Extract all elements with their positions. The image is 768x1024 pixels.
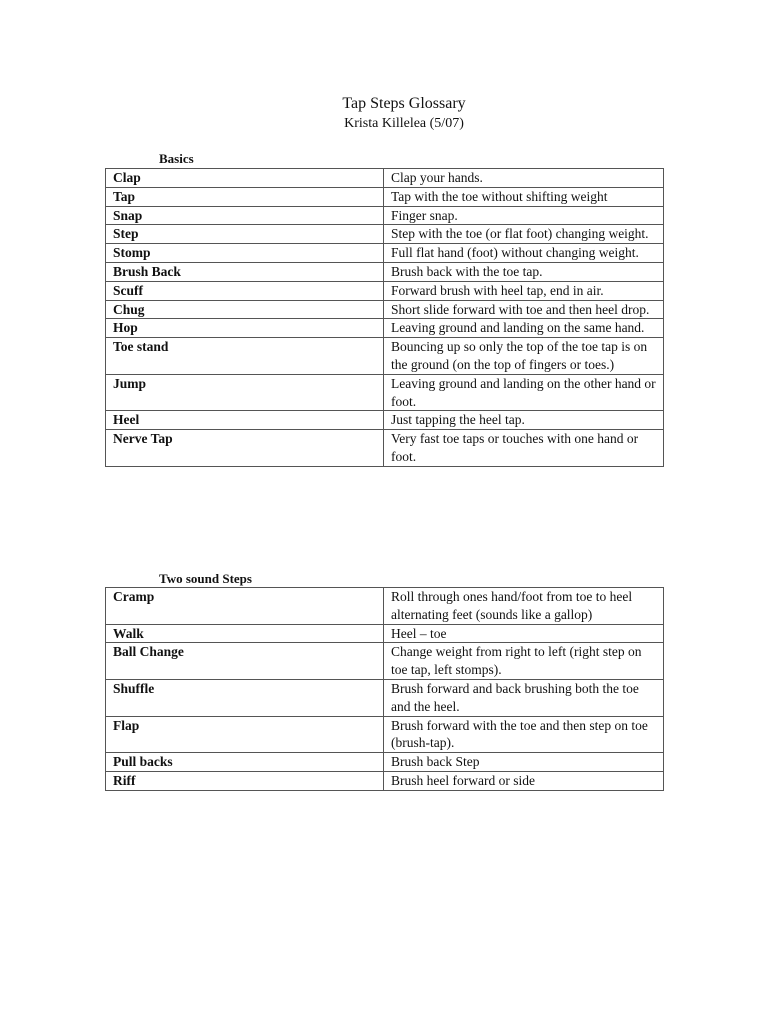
term-cell: Pull backs (106, 753, 384, 772)
table-row (106, 771, 664, 790)
term-cell: Flap (106, 716, 384, 753)
table-row (106, 588, 664, 625)
definition-cell: Brush forward with the toe and then step on toe (brush-tap). (384, 716, 664, 753)
table-row (106, 430, 664, 467)
table-row (106, 624, 664, 643)
table-row (106, 244, 664, 263)
table-row (106, 716, 664, 753)
term-cell: Stomp (106, 244, 384, 263)
term-cell: Clap (106, 169, 384, 188)
definition-cell: Full flat hand (foot) without changing weight. (384, 244, 664, 263)
definition-cell: Leaving ground and landing on the same hand. (384, 319, 664, 338)
term-cell: Nerve Tap (106, 430, 384, 467)
definition-cell: Leaving ground and landing on the other hand or foot. (384, 374, 664, 411)
table-row (106, 753, 664, 772)
section-label-two-sound-steps: Two sound Steps (159, 571, 252, 586)
table-row (106, 262, 664, 281)
table-row (106, 411, 664, 430)
definition-cell: Brush heel forward or side (384, 771, 664, 790)
definition-cell: Very fast toe taps or touches with one hand or foot. (384, 430, 664, 467)
two-sound-steps-glossary-table (105, 587, 664, 791)
term-cell: Ball Change (106, 643, 384, 680)
term-cell: Toe stand (106, 338, 384, 375)
definition-cell: Brush back with the toe tap. (384, 262, 664, 281)
definition-cell: Clap your hands. (384, 169, 664, 188)
table-row (106, 206, 664, 225)
table-row (106, 187, 664, 206)
table-row (106, 300, 664, 319)
section-label-basics: Basics (159, 151, 194, 166)
term-cell: Hop (106, 319, 384, 338)
table-row (106, 169, 664, 188)
term-cell: Jump (106, 374, 384, 411)
definition-cell: Heel – toe (384, 624, 664, 643)
definition-cell: Bouncing up so only the top of the toe tap is on the ground (on the top of fingers or toes.) (384, 338, 664, 375)
document-subtitle: Krista Killelea (5/07) (344, 116, 464, 131)
term-cell: Riff (106, 771, 384, 790)
term-cell: Brush Back (106, 262, 384, 281)
definition-cell: Brush back Step (384, 753, 664, 772)
term-cell: Heel (106, 411, 384, 430)
table-row (106, 319, 664, 338)
term-cell: Shuffle (106, 679, 384, 716)
term-cell: Walk (106, 624, 384, 643)
definition-cell: Finger snap. (384, 206, 664, 225)
table-row (106, 374, 664, 411)
definition-cell: Just tapping the heel tap. (384, 411, 664, 430)
table-row (106, 281, 664, 300)
table-row (106, 643, 664, 680)
definition-cell: Short slide forward with toe and then heel drop. (384, 300, 664, 319)
term-cell: Cramp (106, 588, 384, 625)
table-row (106, 225, 664, 244)
term-cell: Snap (106, 206, 384, 225)
term-cell: Chug (106, 300, 384, 319)
basics-glossary-table (105, 168, 664, 467)
definition-cell: Step with the toe (or flat foot) changing weight. (384, 225, 664, 244)
table-row (106, 679, 664, 716)
definition-cell: Forward brush with heel tap, end in air. (384, 281, 664, 300)
definition-cell: Change weight from right to left (right step on toe tap, left stomps). (384, 643, 664, 680)
term-cell: Tap (106, 187, 384, 206)
document-title: Tap Steps Glossary (342, 95, 466, 112)
term-cell: Step (106, 225, 384, 244)
term-cell: Scuff (106, 281, 384, 300)
table-row (106, 338, 664, 375)
definition-cell: Roll through ones hand/foot from toe to heel alternating feet (sounds like a gallop) (384, 588, 664, 625)
definition-cell: Tap with the toe without shifting weight (384, 187, 664, 206)
definition-cell: Brush forward and back brushing both the toe and the heel. (384, 679, 664, 716)
